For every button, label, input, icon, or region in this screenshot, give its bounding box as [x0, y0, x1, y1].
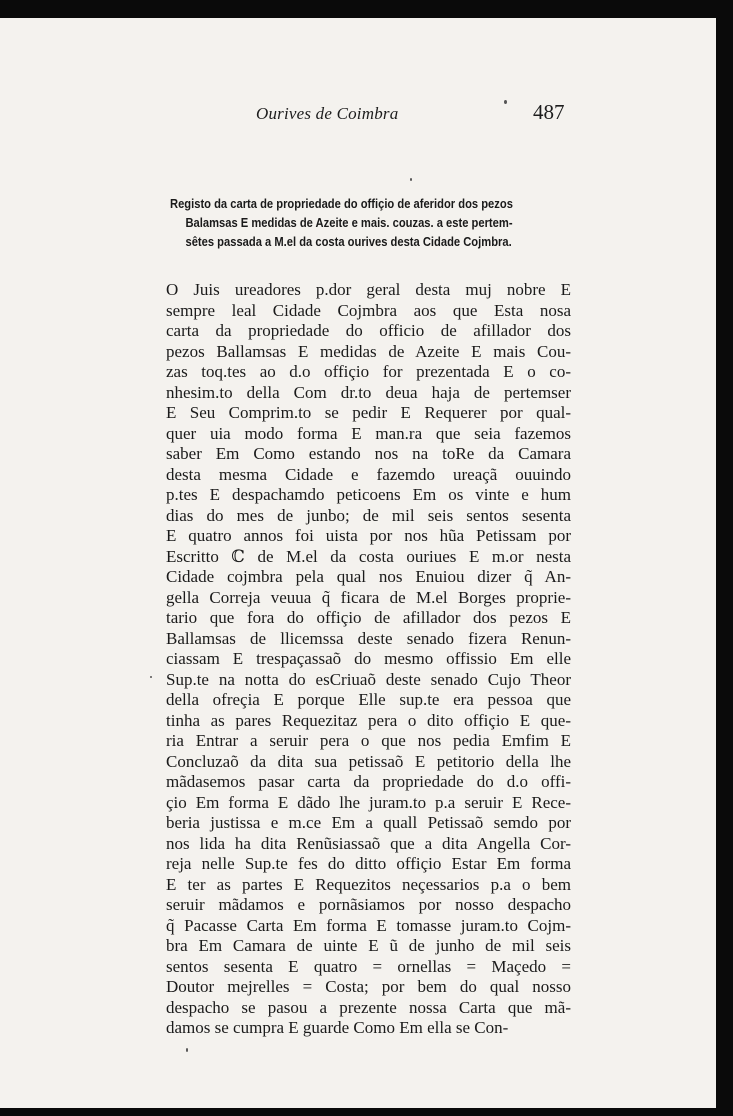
body-line: E ter as partes E Requezitos neçessarios p.a o bem: [166, 874, 571, 894]
record-title: [170, 194, 514, 251]
body-line: zas toq.tes ao d.o offiçio for prezentada E o co-: [166, 362, 571, 381]
running-title: Ourives de Coimbra: [256, 104, 399, 123]
record-title-line: Registo da carta de propriedade do offiçio de aferidor dos pezos: [170, 196, 513, 211]
body-line: Doutor mejrelles = Costa; por bem do qual nosso: [166, 977, 571, 996]
body-line: bra Em Camara de uinte E ũ de junho de mil seis: [166, 936, 571, 955]
page-number: 487: [533, 100, 565, 124]
body-line: E Seu Comprim.to se pedir E Requerer por qual-: [166, 403, 571, 422]
body-line: tario que fora do offiçio de afillador dos pezos E: [166, 608, 571, 627]
body-line: desta mesma Cidade e fazemdo ureaçã ouuindo: [166, 464, 571, 484]
body-line: pezos Ballamsas E medidas de Azeite E mais Cou-: [166, 341, 571, 361]
body-line: reja nelle Sup.te fes do ditto offiçio Estar Em forma: [166, 854, 571, 873]
body-line: ciassam E trespaçassaõ do mesmo offissio Em elle: [166, 649, 571, 668]
body-line: çio Em forma E dãdo lhe juram.to p.a seruir E Rece-: [166, 792, 571, 812]
paper-speck: [410, 178, 412, 181]
body-line: sentos sesenta E quatro = ornellas = Maçedo =: [166, 956, 571, 976]
body-line: Ballamsas de llicemssa deste senado fizera Renun-: [166, 628, 571, 648]
body-line: tinha as pares Requezitaz pera o dito offiçio E que-: [166, 710, 571, 730]
body-line: beria justissa e m.ce Em a quall Petissaõ semdo por: [166, 813, 571, 832]
body-line: nhesim.to della Com dr.to deua haja de pertemser: [166, 382, 571, 402]
body-line: quer uia modo forma E man.ra que seia fazemos: [166, 423, 571, 443]
record-title-line: sêtes passada a M.el da costa ourives desta Cidade Cojmbra.: [185, 234, 512, 249]
body-line: dias do mes de junbo; de mil seis sentos sesenta: [166, 505, 571, 525]
body-line: ria Entrar a seruir pera o que nos pedia Emfim E: [166, 731, 571, 750]
body-line: Cidade cojmbra pela qual nos Enuiou dizer q̃ An-: [166, 567, 571, 586]
body-line: damos se cumpra E guarde Como Em ella se Con-: [166, 1018, 509, 1037]
paper-speck: [504, 100, 507, 104]
body-line: mãdasemos pasar carta da propriedade do d.o offi-: [166, 772, 571, 791]
body-line: p.tes E despachamdo peticoens Em os vinte e hum: [166, 485, 571, 504]
book-page: [0, 18, 716, 1108]
document-body: [166, 280, 571, 1039]
paper-speck: [186, 1048, 188, 1052]
body-line: O Juis ureadores p.dor geral desta muj nobre E: [166, 280, 571, 299]
body-line: carta da propriedade do officio de afillador dos: [166, 321, 571, 340]
body-line: sempre leal Cidade Cojmbra aos que Esta nosa: [166, 300, 571, 320]
body-line: Sup.te na notta do esCriuaõ deste senado Cujo Theor: [166, 669, 571, 689]
body-line: E quatro annos foi uista por nos hũa Petissam por: [166, 526, 571, 545]
body-line: saber Em Como estando nos na toRe da Camara: [166, 444, 571, 463]
body-line: nos lida ha dita Renũsiassaõ que a dita Angella Cor-: [166, 833, 571, 853]
record-title-line: Balamsas E medidas de Azeite e mais. couzas. a este pertem-: [185, 215, 513, 230]
paper-speck: [150, 676, 152, 678]
body-line: despacho se pasou a prezente nossa Carta que mã-: [166, 997, 571, 1017]
body-line: Concluzaõ da dita sua petissaõ E petitorio della lhe: [166, 751, 571, 771]
body-line: Escritto ℂ de M.el da costa ouriues E m.or nesta: [166, 546, 571, 566]
body-line: q̃ Pacasse Carta Em forma E tomasse juram.to Cojm-: [166, 915, 571, 935]
body-line: della ofreçia E porque Elle sup.te era pessoa que: [166, 690, 571, 709]
body-line: seruir mãdamos e pornãsiamos por nosso despacho: [166, 895, 571, 914]
body-line: gella Correja veuua q̃ ficara de M.el Borges proprie-: [166, 587, 571, 607]
